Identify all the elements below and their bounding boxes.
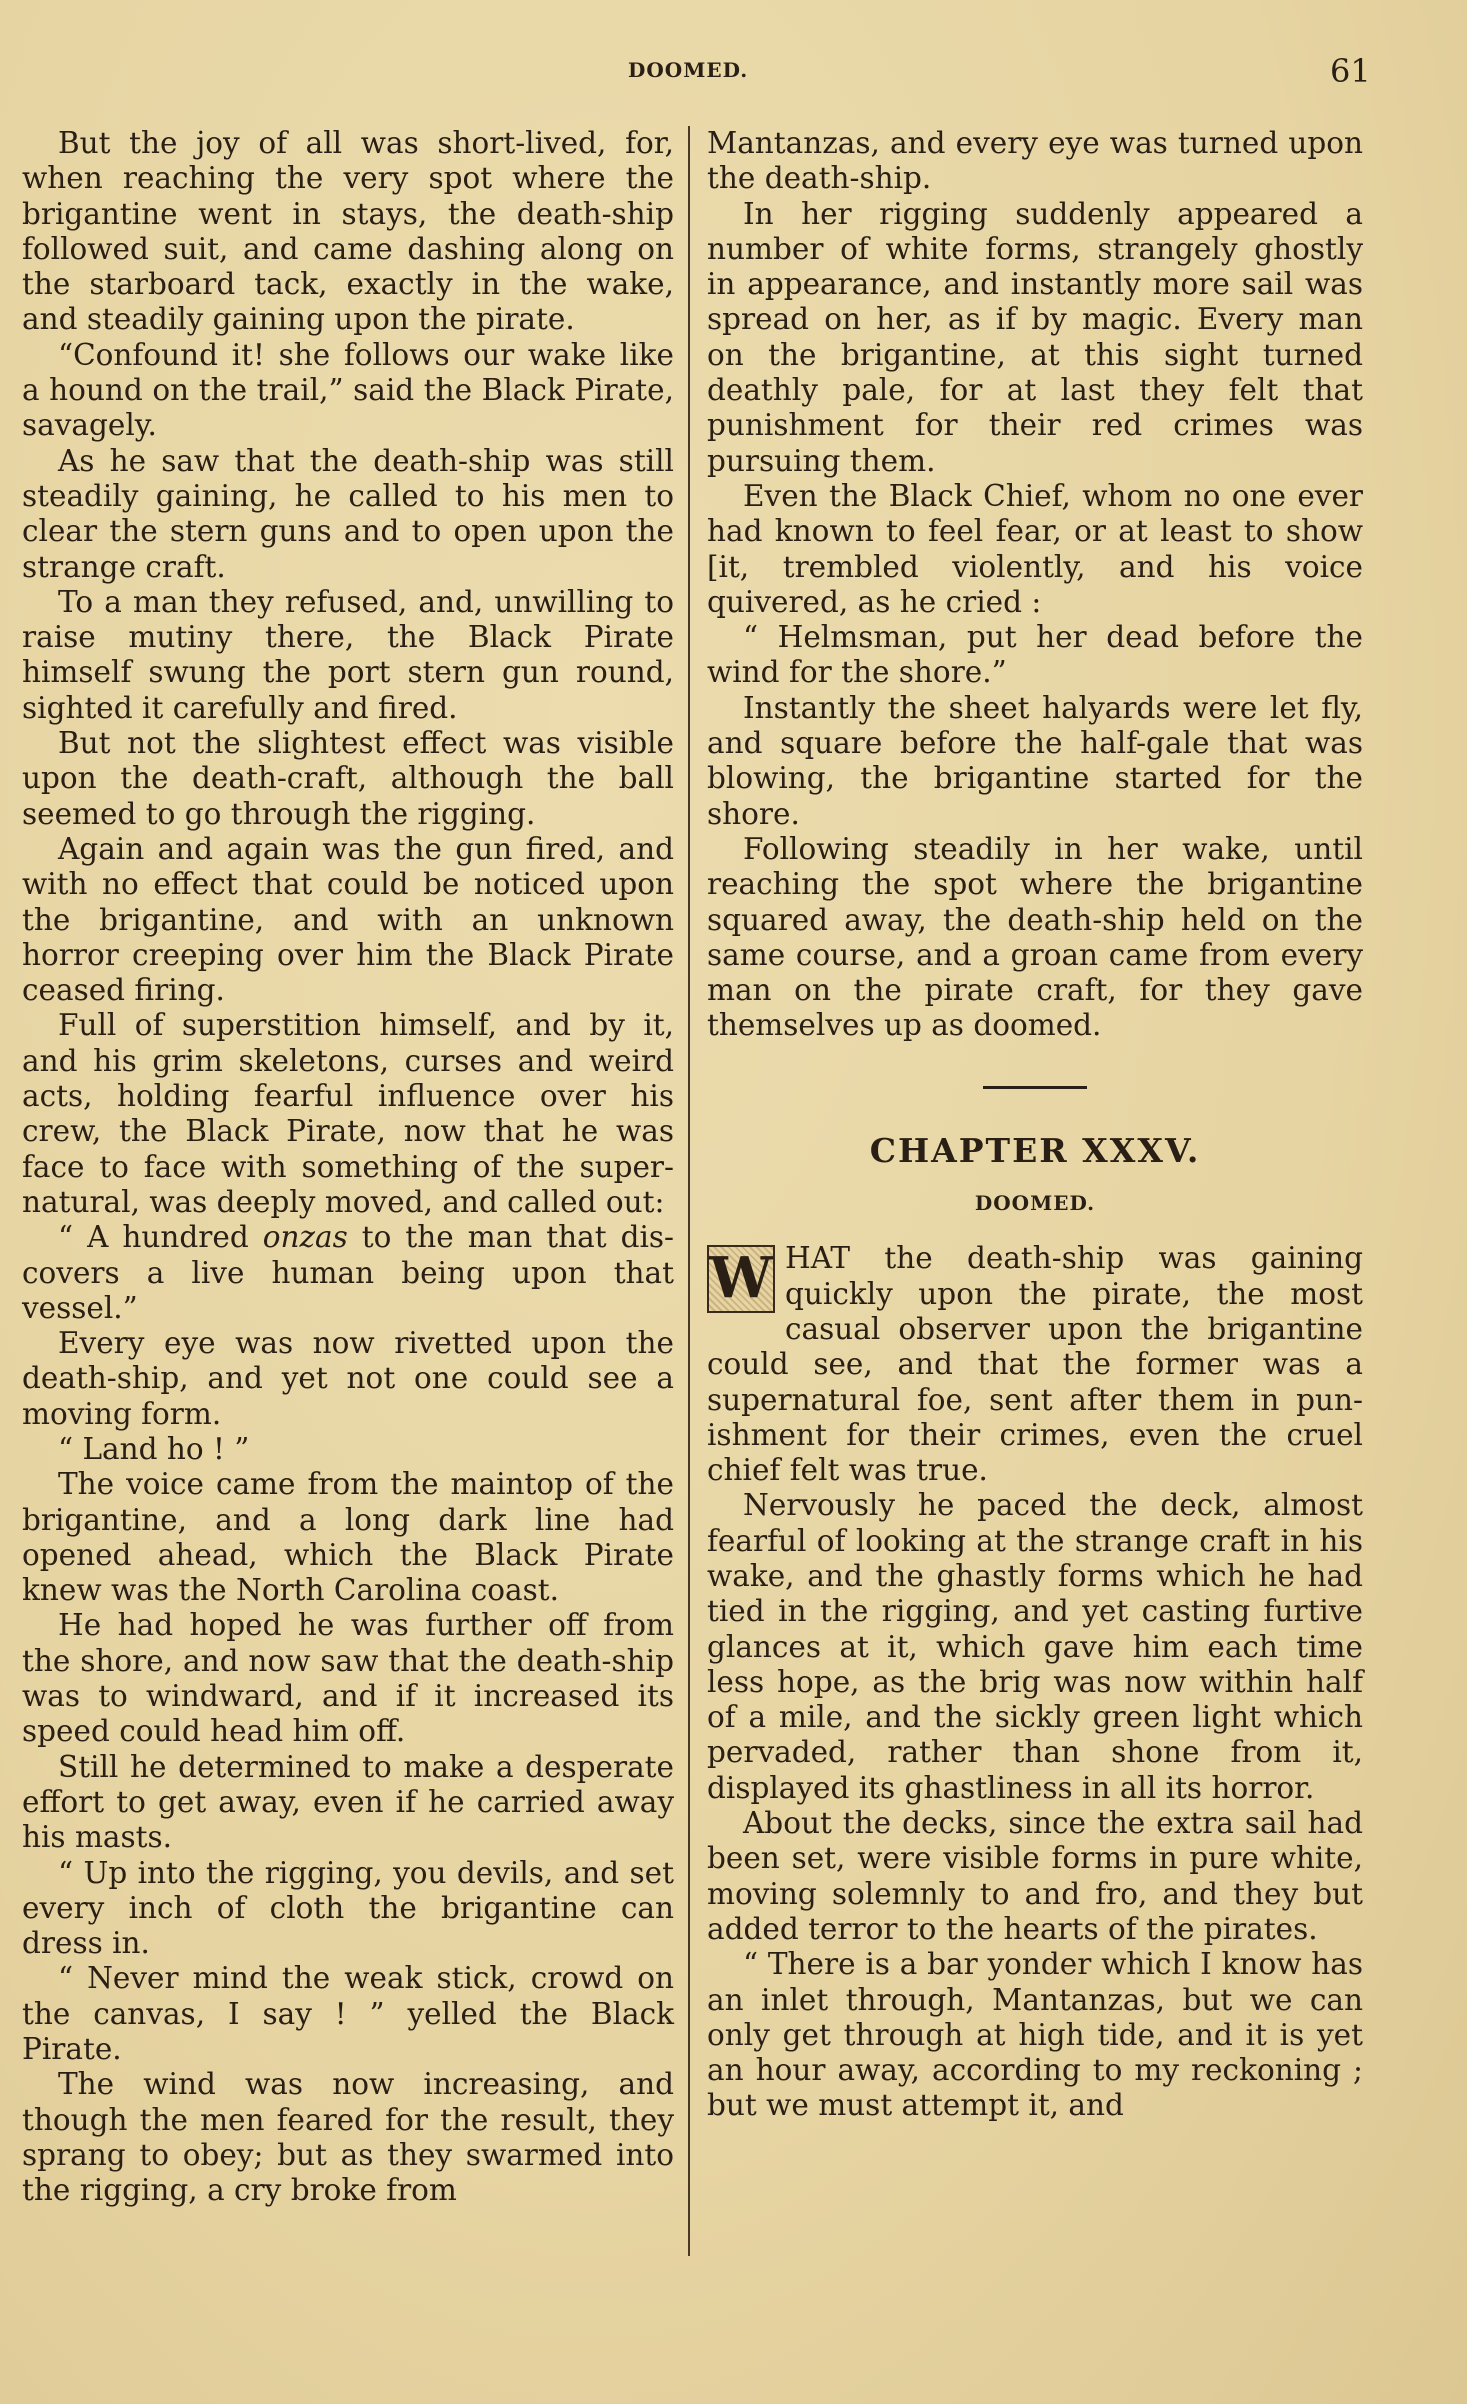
paragraph: Following steadily in her wake, until reaching the spot where the brigantine squared away, the death-ship held on the same course, and a groan came from every man on the pirate craft, for they gave themselves up as doomed. [707,831,1363,1043]
paragraph: The wind was now increasing, and though the men feared for the result, they sprang to obey; but as they swarmed into the rigging, a cry broke from [22,2067,674,2208]
paragraph: Mantanzas, and every eye was turned upon the death-ship. [707,126,1363,196]
paragraph: Full of superstition himself, and by it, and his grim skeletons, curses and weird acts, holding fearful influence over his crew, the Black Pirate, now that he was face to face with something of the super-natural, was deeply moved, and called out: [22,1008,674,1219]
paragraph: Still he determined to make a desperate effort to get away, even if he carried away his masts. [22,1749,674,1855]
paragraph: Every eye was now rivetted upon the death-ship, and yet not one could see a moving form. [22,1326,674,1431]
paragraph: Again and again was the gun fired, and with no effect that could be noticed upon the brigantine, and with an unknown horror creeping over him the Black Pirate ceased firing. [22,831,674,1008]
running-title: DOOMED. [628,58,749,82]
paragraph [22,1220,674,1326]
left-column [22,126,674,2209]
paragraph-text: HAT the death-ship was gaining quickly upon the pirate, the most casual observer upon the brigantine could see, and that the former was a supernatural foe, sent after them in pun-ishment for their crimes, even the cruel chief felt was true. [707,1241,1363,1488]
paragraph: “Confound it! she follows our wake like a hound on the trail,” said the Black Pirate, savagely. [22,337,674,443]
paragraph-text: “ A hundred [58,1220,263,1255]
paragraph: To a man they refused, and, unwilling to raise mutiny there, the Black Pirate himself swung the port stern gun round, sighted it carefully and fired. [22,584,674,725]
paragraph: The voice came from the maintop of the brigantine, and a long dark line had opened ahead, which the Black Pirate knew was the North Carolina coast. [22,1467,674,1608]
paragraph-text: to the man that dis-covers a live human being upon that vessel.” [22,1220,674,1325]
paragraph: But the joy of all was short-lived, for, when reaching the very spot where the brigantine went in stays, the death-ship followed suit, and came dashing along on the starboard tack, exactly in the wake, and steadily gaining upon the pirate. [22,126,674,337]
dropcap-letter: W [707,1245,775,1313]
chapter-title: CHAPTER XXXV. [869,1130,1201,1170]
paragraph: About the decks, since the extra sail had been set, were visible forms in pure white, moving solemnly to and fro, and they but added terror to the hearts of the pirates. [707,1806,1363,1946]
column-divider [688,126,690,2256]
paragraph: Even the Black Chief, whom no one ever had known to feel fear, or at least to show [it, trembled violently, and his voice quivered, as he cried : [707,478,1363,619]
page-number: 61 [1330,52,1371,90]
chapter-divider-rule [983,1086,1087,1089]
italic-word: onzas [262,1220,348,1255]
paragraph: He had hoped he was further off from the shore, and now saw that the death-ship was to windward, and if it increased its speed could head him off. [22,1608,674,1749]
paragraph: “ Helmsman, put her dead before the wind for the shore.” [707,620,1363,690]
paragraph: “ There is a bar yonder which I know has an inlet through, Mantanzas, but we can only get through at high tide, and it is yet an hour away, according to my reckoning ; but we must attempt it, and [707,1947,1363,2123]
page-header [0,52,1467,92]
paragraph: As he saw that the death-ship was still steadily gaining, he called to his men to clear the stern guns and to open upon the strange craft. [22,443,674,584]
chapter-subtitle: DOOMED. [974,1191,1096,1216]
chapter-first-paragraph [707,1241,1363,1488]
paragraph: “ Up into the rigging, you devils, and set every inch of cloth the brigantine can dress in. [22,1855,674,1961]
paragraph: “ Never mind the weak stick, crowd on the canvas, I say ! ” yelled the Black Pirate. [22,1961,674,2067]
paragraph: “ Land ho ! ” [58,1431,250,1466]
paragraph: Nervously he paced the deck, almost fearful of looking at the strange craft in his wake, and the ghastly forms which he had tied in the rigging, and yet casting furtive glances at it, which gave him each time less hope, as the brig was now within half of a mile, and the sickly green light which pervaded, rather than shone from it, displayed its ghastliness in all its horror. [707,1488,1363,1805]
paragraph: But not the slightest effect was visible upon the death-craft, although the ball seemed to go through the rigging. [22,726,674,831]
right-column [707,126,1363,2124]
paragraph: In her rigging suddenly appeared a number of white forms, strangely ghostly in appearance, and instantly more sail was spread on her, as if by magic. Every man on the brigantine, at this sight turned deathly pale, for at last they felt that punishment for their red crimes was pursuing them. [707,196,1363,478]
paragraph: Instantly the sheet halyards were let fly, and square before the half-gale that was blowing, the brigantine started for the shore. [707,690,1363,831]
